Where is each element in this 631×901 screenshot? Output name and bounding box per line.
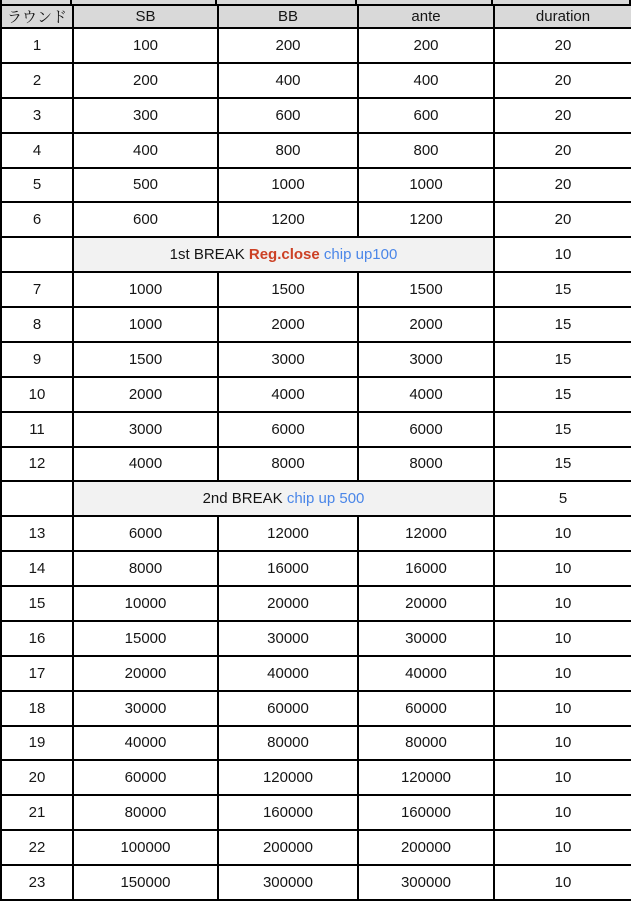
round-cell: 23	[1, 865, 73, 900]
bb-cell: 30000	[218, 621, 358, 656]
ante-cell: 120000	[358, 760, 494, 795]
round-cell: 19	[1, 726, 73, 761]
duration-cell: 10	[494, 586, 631, 621]
level-row	[1, 516, 631, 551]
ante-cell: 20000	[358, 586, 494, 621]
level-row	[1, 63, 631, 98]
ante-cell: 400	[358, 63, 494, 98]
sb-cell: 100	[73, 28, 218, 63]
bb-cell: 40000	[218, 656, 358, 691]
duration-cell: 10	[494, 551, 631, 586]
level-row	[1, 830, 631, 865]
round-cell: 16	[1, 621, 73, 656]
bb-cell: 1200	[218, 202, 358, 237]
bb-cell: 12000	[218, 516, 358, 551]
bb-cell: 8000	[218, 447, 358, 482]
level-row	[1, 98, 631, 133]
duration-cell: 15	[494, 377, 631, 412]
duration-cell: 10	[494, 830, 631, 865]
level-row	[1, 691, 631, 726]
duration-cell: 20	[494, 133, 631, 168]
column-header-sb: SB	[73, 5, 218, 28]
header-row	[1, 5, 631, 28]
duration-cell: 10	[494, 691, 631, 726]
duration-cell: 10	[494, 516, 631, 551]
bb-cell: 1500	[218, 272, 358, 307]
round-cell: 22	[1, 830, 73, 865]
ante-cell: 600	[358, 98, 494, 133]
level-row	[1, 133, 631, 168]
sb-cell: 100000	[73, 830, 218, 865]
sb-cell: 20000	[73, 656, 218, 691]
bb-cell: 20000	[218, 586, 358, 621]
level-row	[1, 760, 631, 795]
sb-cell: 40000	[73, 726, 218, 761]
ante-cell: 12000	[358, 516, 494, 551]
level-row	[1, 202, 631, 237]
ante-cell: 30000	[358, 621, 494, 656]
sb-cell: 10000	[73, 586, 218, 621]
level-row	[1, 377, 631, 412]
column-header-ante: ante	[358, 5, 494, 28]
bb-cell: 800	[218, 133, 358, 168]
round-cell: 15	[1, 586, 73, 621]
level-row	[1, 307, 631, 342]
ante-cell: 6000	[358, 412, 494, 447]
cropped-row-above	[0, 0, 631, 4]
round-cell	[1, 237, 73, 272]
round-cell: 10	[1, 377, 73, 412]
sb-cell: 500	[73, 168, 218, 203]
bb-cell: 200	[218, 28, 358, 63]
round-cell: 21	[1, 795, 73, 830]
cropped-cell-bb	[217, 0, 357, 4]
sb-cell: 15000	[73, 621, 218, 656]
table-body	[1, 28, 631, 900]
sb-cell: 400	[73, 133, 218, 168]
ante-cell: 800	[358, 133, 494, 168]
bb-cell: 4000	[218, 377, 358, 412]
column-header-bb: BB	[218, 5, 358, 28]
sb-cell: 4000	[73, 447, 218, 482]
round-cell: 18	[1, 691, 73, 726]
sb-cell: 2000	[73, 377, 218, 412]
duration-cell: 10	[494, 237, 631, 272]
duration-cell: 20	[494, 98, 631, 133]
ante-cell: 200	[358, 28, 494, 63]
level-row	[1, 342, 631, 377]
level-row	[1, 621, 631, 656]
round-cell: 14	[1, 551, 73, 586]
bb-cell: 300000	[218, 865, 358, 900]
duration-cell: 15	[494, 307, 631, 342]
bb-cell: 200000	[218, 830, 358, 865]
break-label-cell	[73, 237, 494, 272]
break-text-segment: chip up 500	[286, 490, 365, 508]
duration-cell: 15	[494, 447, 631, 482]
ante-cell: 4000	[358, 377, 494, 412]
round-cell: 9	[1, 342, 73, 377]
duration-cell: 5	[494, 481, 631, 516]
level-row	[1, 795, 631, 830]
round-cell: 8	[1, 307, 73, 342]
level-row	[1, 865, 631, 900]
sb-cell: 30000	[73, 691, 218, 726]
cropped-cell-duration	[493, 0, 631, 4]
round-cell: 3	[1, 98, 73, 133]
level-row	[1, 586, 631, 621]
cropped-cell-ante	[357, 0, 493, 4]
duration-cell: 20	[494, 63, 631, 98]
bb-cell: 80000	[218, 726, 358, 761]
level-row	[1, 551, 631, 586]
break-text-segment: chip up100	[319, 246, 398, 264]
sb-cell: 1500	[73, 342, 218, 377]
break-row	[1, 481, 631, 516]
bb-cell: 160000	[218, 795, 358, 830]
cropped-cell-sb	[72, 0, 217, 4]
round-cell: 2	[1, 63, 73, 98]
sb-cell: 6000	[73, 516, 218, 551]
round-cell: 7	[1, 272, 73, 307]
duration-cell: 15	[494, 342, 631, 377]
ante-cell: 1000	[358, 168, 494, 203]
duration-cell: 10	[494, 656, 631, 691]
level-row	[1, 447, 631, 482]
level-row	[1, 168, 631, 203]
column-header-duration: duration	[494, 5, 631, 28]
ante-cell: 3000	[358, 342, 494, 377]
bb-cell: 1000	[218, 168, 358, 203]
bb-cell: 120000	[218, 760, 358, 795]
break-text-segment: Reg.close	[248, 246, 320, 264]
round-cell: 11	[1, 412, 73, 447]
ante-cell: 80000	[358, 726, 494, 761]
duration-cell: 10	[494, 760, 631, 795]
blind-structure-table	[0, 4, 631, 901]
round-cell: 17	[1, 656, 73, 691]
bb-cell: 16000	[218, 551, 358, 586]
level-row	[1, 412, 631, 447]
round-cell: 6	[1, 202, 73, 237]
ante-cell: 2000	[358, 307, 494, 342]
cropped-cell-round	[0, 0, 72, 4]
ante-cell: 200000	[358, 830, 494, 865]
break-label-cell	[73, 481, 494, 516]
break-text-segment: 1st BREAK	[169, 246, 249, 264]
bb-cell: 6000	[218, 412, 358, 447]
duration-cell: 10	[494, 726, 631, 761]
level-row	[1, 272, 631, 307]
bb-cell: 3000	[218, 342, 358, 377]
duration-cell: 20	[494, 28, 631, 63]
level-row	[1, 656, 631, 691]
ante-cell: 160000	[358, 795, 494, 830]
round-cell: 4	[1, 133, 73, 168]
round-cell: 13	[1, 516, 73, 551]
ante-cell: 1200	[358, 202, 494, 237]
duration-cell: 20	[494, 202, 631, 237]
break-text-segment: 2nd BREAK	[202, 490, 287, 508]
ante-cell: 60000	[358, 691, 494, 726]
bb-cell: 60000	[218, 691, 358, 726]
round-cell: 1	[1, 28, 73, 63]
sb-cell: 1000	[73, 307, 218, 342]
column-header-round: ラウンド	[1, 5, 73, 28]
ante-cell: 8000	[358, 447, 494, 482]
sb-cell: 3000	[73, 412, 218, 447]
sb-cell: 1000	[73, 272, 218, 307]
level-row	[1, 28, 631, 63]
sb-cell: 600	[73, 202, 218, 237]
duration-cell: 15	[494, 412, 631, 447]
round-cell	[1, 481, 73, 516]
duration-cell: 15	[494, 272, 631, 307]
sb-cell: 150000	[73, 865, 218, 900]
bb-cell: 400	[218, 63, 358, 98]
sb-cell: 200	[73, 63, 218, 98]
round-cell: 5	[1, 168, 73, 203]
ante-cell: 40000	[358, 656, 494, 691]
round-cell: 20	[1, 760, 73, 795]
ante-cell: 16000	[358, 551, 494, 586]
sb-cell: 80000	[73, 795, 218, 830]
duration-cell: 10	[494, 621, 631, 656]
sb-cell: 300	[73, 98, 218, 133]
duration-cell: 10	[494, 865, 631, 900]
duration-cell: 20	[494, 168, 631, 203]
bb-cell: 600	[218, 98, 358, 133]
sb-cell: 8000	[73, 551, 218, 586]
round-cell: 12	[1, 447, 73, 482]
duration-cell: 10	[494, 795, 631, 830]
break-row	[1, 237, 631, 272]
ante-cell: 300000	[358, 865, 494, 900]
sb-cell: 60000	[73, 760, 218, 795]
level-row	[1, 726, 631, 761]
bb-cell: 2000	[218, 307, 358, 342]
ante-cell: 1500	[358, 272, 494, 307]
